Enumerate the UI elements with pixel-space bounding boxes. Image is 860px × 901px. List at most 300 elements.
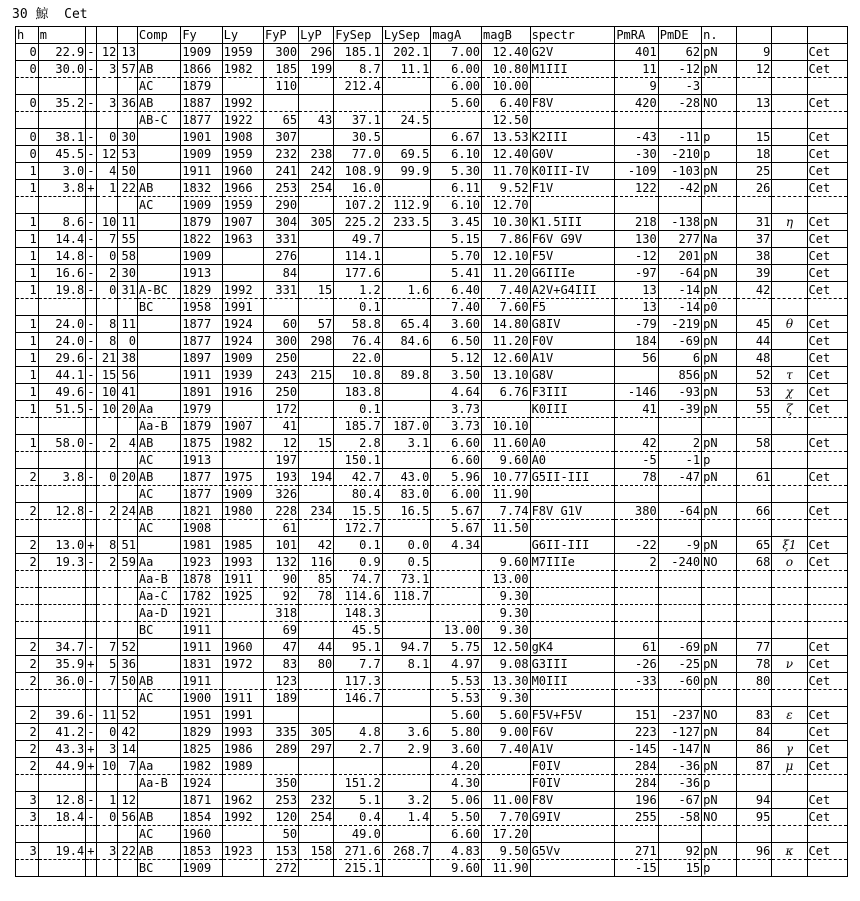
cell-spectr: G2V: [530, 44, 615, 61]
cell-pmde: [658, 588, 701, 605]
cell-dm: [118, 418, 138, 435]
cell-fyp: [263, 758, 298, 775]
cell-pmra: -79: [615, 316, 658, 333]
cell-cst: Cet: [807, 214, 848, 231]
cell-maga: 9.60: [431, 860, 482, 877]
cell-comp: [137, 146, 180, 163]
cell-magb: 10.10: [482, 418, 531, 435]
cell-magb: 9.00: [482, 724, 531, 741]
cell-fy: 1913: [181, 265, 222, 282]
cell-lyp: 57: [299, 316, 334, 333]
cell-fy: 1909: [181, 44, 222, 61]
cell-m: 12.8: [38, 503, 86, 520]
cell-maga: 6.67: [431, 129, 482, 146]
cell-ly: 1972: [222, 656, 263, 673]
cell-h: [16, 452, 39, 469]
cell-gk: [772, 622, 807, 639]
cell-dd: 3: [96, 95, 118, 112]
cell-dm: 41: [118, 384, 138, 401]
cell-m: [38, 690, 86, 707]
cell-num: [737, 860, 772, 877]
cell-n: [702, 520, 737, 537]
cell-maga: 5.60: [431, 95, 482, 112]
cell-pmde: [658, 418, 701, 435]
cell-spectr: A1V: [530, 741, 615, 758]
cell-dd: 7: [96, 231, 118, 248]
cell-fysep: 16.0: [334, 180, 383, 197]
cell-m: 51.5: [38, 401, 86, 418]
cell-spectr: F1V: [530, 180, 615, 197]
cell-n: pN: [702, 435, 737, 452]
cell-dm: 52: [118, 639, 138, 656]
cell-maga: 5.67: [431, 520, 482, 537]
cell-cst: Cet: [807, 537, 848, 554]
cell-pmra: 223: [615, 724, 658, 741]
cell-spectr: [530, 78, 615, 95]
cell-maga: 6.00: [431, 78, 482, 95]
cell-dd: 8: [96, 537, 118, 554]
cell-fysep: [334, 707, 383, 724]
table-row: [16, 146, 848, 163]
cell-magb: 9.52: [482, 180, 531, 197]
header-lysep: LySep: [382, 27, 431, 44]
cell-comp: AC: [137, 78, 180, 95]
cell-dm: [118, 112, 138, 129]
cell-maga: 5.60: [431, 707, 482, 724]
cell-comp: Aa-B: [137, 571, 180, 588]
cell-maga: 6.60: [431, 435, 482, 452]
cell-sg: +: [87, 843, 95, 858]
header-fy: Fy: [181, 27, 222, 44]
cell-maga: 3.60: [431, 741, 482, 758]
cell-cst: Cet: [807, 639, 848, 656]
cell-pmde: -25: [658, 656, 701, 673]
cell-sg: [86, 78, 96, 95]
cell-cst: Cet: [807, 180, 848, 197]
cell-pmde: -219: [658, 316, 701, 333]
cell-pmra: 13: [615, 299, 658, 316]
cell-dm: 22: [118, 180, 138, 197]
cell-pmra: -33: [615, 673, 658, 690]
cell-n: p: [702, 129, 737, 146]
cell-fy: 1831: [181, 656, 222, 673]
cell-fyp: 290: [263, 197, 298, 214]
cell-comp: [137, 248, 180, 265]
cell-lyp: [299, 826, 334, 843]
cell-magb: 12.10: [482, 248, 531, 265]
cell-gk: [772, 129, 807, 146]
table-row: [16, 435, 848, 452]
cell-gk: [772, 469, 807, 486]
cell-fy: 1901: [181, 129, 222, 146]
cell-magb: 14.80: [482, 316, 531, 333]
cell-lysep: 89.8: [382, 367, 431, 384]
cell-fysep: 183.8: [334, 384, 383, 401]
cell-spectr: K1.5III: [530, 214, 615, 231]
cell-dm: 24: [118, 503, 138, 520]
cell-pmde: [658, 486, 701, 503]
cell-fysep: 7.7: [334, 656, 383, 673]
cell-sg: +: [87, 758, 95, 773]
cell-num: 95: [737, 809, 772, 826]
cell-dd: 12: [96, 146, 118, 163]
cell-maga: [431, 605, 482, 622]
cell-ly: 1908: [222, 129, 263, 146]
cell-dd: 2: [96, 554, 118, 571]
cell-pmde: -14: [658, 299, 701, 316]
cell-pmra: [615, 826, 658, 843]
cell-lysep: 3.6: [382, 724, 431, 741]
cell-fyp: 243: [263, 367, 298, 384]
cell-lyp: 116: [299, 554, 334, 571]
cell-n: [702, 588, 737, 605]
cell-sg: -: [87, 214, 95, 229]
cell-dd: 5: [96, 656, 118, 673]
cell-h: 1: [16, 231, 39, 248]
cell-ly: [222, 78, 263, 95]
cell-fysep: 0.4: [334, 809, 383, 826]
cell-pmra: [615, 112, 658, 129]
cell-maga: 5.96: [431, 469, 482, 486]
cell-pmde: 201: [658, 248, 701, 265]
table-row: [16, 299, 848, 316]
cell-fysep: 58.8: [334, 316, 383, 333]
cell-maga: 5.06: [431, 792, 482, 809]
cell-m: 44.1: [38, 367, 86, 384]
cell-sg: [86, 520, 96, 537]
table-row: [16, 809, 848, 826]
table-row: [16, 622, 848, 639]
cell-pmra: [615, 520, 658, 537]
cell-fyp: 83: [263, 656, 298, 673]
cell-fy: 1897: [181, 350, 222, 367]
cell-cst: Cet: [807, 724, 848, 741]
cell-fyp: 132: [263, 554, 298, 571]
cell-maga: 4.64: [431, 384, 482, 401]
cell-lyp: [299, 486, 334, 503]
cell-fy: 1982: [181, 758, 222, 775]
cell-pmra: -30: [615, 146, 658, 163]
cell-magb: 7.86: [482, 231, 531, 248]
cell-comp: AB: [137, 469, 180, 486]
cell-m: [38, 775, 86, 792]
cell-comp: [137, 367, 180, 384]
cell-fyp: 185: [263, 61, 298, 78]
cell-num: 65: [737, 537, 772, 554]
cell-h: 0: [16, 95, 39, 112]
cell-cst: [807, 520, 848, 537]
cell-ly: [222, 622, 263, 639]
cell-pmde: [658, 197, 701, 214]
cell-comp: AC: [137, 197, 180, 214]
cell-pmde: 856: [658, 367, 701, 384]
cell-fy: 1913: [181, 452, 222, 469]
cell-fy: 1825: [181, 741, 222, 758]
cell-ly: 1993: [222, 724, 263, 741]
cell-m: [38, 826, 86, 843]
cell-m: 35.9: [38, 656, 86, 673]
cell-lyp: 215: [299, 367, 334, 384]
cell-n: [702, 622, 737, 639]
cell-comp: [137, 163, 180, 180]
cell-comp: AC: [137, 690, 180, 707]
cell-h: [16, 826, 39, 843]
cell-comp: [137, 333, 180, 350]
cell-pmra: 122: [615, 180, 658, 197]
cell-fysep: 107.2: [334, 197, 383, 214]
cell-sg: -: [87, 333, 95, 348]
cell-pmra: -146: [615, 384, 658, 401]
cell-lysep: 94.7: [382, 639, 431, 656]
cell-lyp: [299, 520, 334, 537]
cell-maga: 5.70: [431, 248, 482, 265]
cell-lyp: 199: [299, 61, 334, 78]
cell-fyp: 84: [263, 265, 298, 282]
cell-gk: [772, 503, 807, 520]
cell-pmra: [615, 367, 658, 384]
cell-h: 1: [16, 163, 39, 180]
cell-m: 3.8: [38, 180, 86, 197]
cell-pmra: -43: [615, 129, 658, 146]
cell-dd: 8: [96, 333, 118, 350]
cell-magb: 12.50: [482, 112, 531, 129]
cell-fysep: 95.1: [334, 639, 383, 656]
cell-n: [702, 197, 737, 214]
cell-m: 43.3: [38, 741, 86, 758]
cell-lysep: 233.5: [382, 214, 431, 231]
cell-fy: 1923: [181, 554, 222, 571]
cell-cst: Cet: [807, 435, 848, 452]
cell-ly: 1959: [222, 44, 263, 61]
cell-num: [737, 197, 772, 214]
cell-pmde: [658, 520, 701, 537]
table-row: [16, 282, 848, 299]
cell-ly: [222, 248, 263, 265]
table-row: [16, 401, 848, 418]
cell-dm: [118, 452, 138, 469]
cell-gk: [772, 826, 807, 843]
cell-gk: [772, 418, 807, 435]
cell-lyp: 305: [299, 724, 334, 741]
cell-ly: 1982: [222, 61, 263, 78]
cell-m: 29.6: [38, 350, 86, 367]
cell-n: [702, 486, 737, 503]
cell-sg: -: [87, 809, 95, 824]
cell-lyp: 85: [299, 571, 334, 588]
cell-num: 83: [737, 707, 772, 724]
cell-fysep: 215.1: [334, 860, 383, 877]
cell-num: [737, 571, 772, 588]
cell-pmde: -42: [658, 180, 701, 197]
cell-comp: [137, 707, 180, 724]
cell-dm: 58: [118, 248, 138, 265]
cell-pmra: [615, 486, 658, 503]
cell-sg: -: [87, 163, 95, 178]
cell-h: 1: [16, 401, 39, 418]
cell-spectr: G8IV: [530, 316, 615, 333]
cell-maga: 6.50: [431, 333, 482, 350]
table-row: [16, 418, 848, 435]
cell-fysep: 148.3: [334, 605, 383, 622]
cell-n: [702, 112, 737, 129]
cell-dm: 11: [118, 214, 138, 231]
cell-sg: -: [87, 265, 95, 280]
cell-fysep: [334, 758, 383, 775]
cell-lyp: 15: [299, 435, 334, 452]
cell-gk: γ: [772, 741, 807, 758]
cell-h: 1: [16, 282, 39, 299]
cell-n: pN: [702, 401, 737, 418]
cell-dm: 13: [118, 44, 138, 61]
cell-pmde: -1: [658, 452, 701, 469]
cell-dm: 36: [118, 656, 138, 673]
cell-fy: 1879: [181, 78, 222, 95]
cell-cst: [807, 486, 848, 503]
cell-pmde: -60: [658, 673, 701, 690]
cell-fysep: 2.8: [334, 435, 383, 452]
cell-gk: ζ: [772, 401, 807, 418]
cell-fy: 1875: [181, 435, 222, 452]
cell-fy: 1866: [181, 61, 222, 78]
cell-lysep: [382, 707, 431, 724]
cell-num: 78: [737, 656, 772, 673]
cell-cst: [807, 588, 848, 605]
cell-sg: [86, 197, 96, 214]
cell-spectr: F3III: [530, 384, 615, 401]
cell-fysep: 74.7: [334, 571, 383, 588]
cell-num: 38: [737, 248, 772, 265]
cell-lyp: [299, 95, 334, 112]
cell-fyp: 61: [263, 520, 298, 537]
cell-n: NO: [702, 554, 737, 571]
cell-fyp: 197: [263, 452, 298, 469]
cell-sg: [86, 775, 96, 792]
cell-dd: [96, 605, 118, 622]
cell-maga: 5.50: [431, 809, 482, 826]
cell-sg: [86, 112, 96, 129]
cell-num: [737, 690, 772, 707]
cell-spectr: F5V: [530, 248, 615, 265]
cell-spectr: F8V: [530, 792, 615, 809]
cell-fyp: 300: [263, 44, 298, 61]
cell-dd: [96, 826, 118, 843]
header-spectr: spectr: [530, 27, 615, 44]
cell-dm: [118, 826, 138, 843]
cell-pmra: [615, 197, 658, 214]
cell-ly: 1925: [222, 588, 263, 605]
cell-spectr: F6V: [530, 724, 615, 741]
cell-magb: 12.40: [482, 146, 531, 163]
cell-fy: 1909: [181, 248, 222, 265]
cell-n: pN: [702, 248, 737, 265]
cell-lyp: [299, 384, 334, 401]
cell-lysep: 24.5: [382, 112, 431, 129]
cell-dd: 3: [96, 61, 118, 78]
table-body: [16, 44, 848, 877]
cell-n: N: [702, 741, 737, 758]
cell-gk: μ: [772, 758, 807, 775]
cell-lysep: 0.0: [382, 537, 431, 554]
cell-lyp: [299, 129, 334, 146]
header-m: m: [38, 27, 86, 44]
cell-magb: 9.60: [482, 554, 531, 571]
cell-lysep: [382, 78, 431, 95]
table-row: [16, 367, 848, 384]
cell-magb: 9.30: [482, 605, 531, 622]
cell-fy: 1829: [181, 724, 222, 741]
cell-dd: 12: [96, 44, 118, 61]
cell-ly: 1924: [222, 333, 263, 350]
cell-fysep: 185.7: [334, 418, 383, 435]
cell-pmra: [615, 622, 658, 639]
cell-sg: [86, 588, 96, 605]
cell-ly: 1909: [222, 350, 263, 367]
cell-comp: [137, 384, 180, 401]
cell-fyp: 189: [263, 690, 298, 707]
cell-dd: 7: [96, 639, 118, 656]
cell-fyp: 232: [263, 146, 298, 163]
cell-h: [16, 486, 39, 503]
cell-n: pN: [702, 316, 737, 333]
cell-ly: 1960: [222, 163, 263, 180]
cell-gk: [772, 299, 807, 316]
cell-num: 12: [737, 61, 772, 78]
cell-magb: 17.20: [482, 826, 531, 843]
cell-cst: Cet: [807, 367, 848, 384]
cell-dm: 56: [118, 367, 138, 384]
cell-dm: 57: [118, 61, 138, 78]
cell-spectr: G3III: [530, 656, 615, 673]
cell-fysep: 212.4: [334, 78, 383, 95]
table-row: [16, 639, 848, 656]
table-row: [16, 44, 848, 61]
cell-magb: 11.20: [482, 333, 531, 350]
cell-fy: 1877: [181, 333, 222, 350]
cell-spectr: A2V+G4III: [530, 282, 615, 299]
cell-pmra: 284: [615, 775, 658, 792]
cell-fy: 1854: [181, 809, 222, 826]
cell-fysep: 80.4: [334, 486, 383, 503]
cell-comp: A-BC: [137, 282, 180, 299]
cell-sg: -: [87, 44, 95, 59]
cell-num: 31: [737, 214, 772, 231]
cell-cst: Cet: [807, 401, 848, 418]
cell-fysep: 172.7: [334, 520, 383, 537]
cell-dd: 0: [96, 129, 118, 146]
cell-ly: 1959: [222, 146, 263, 163]
cell-gk: [772, 809, 807, 826]
cell-fysep: 4.8: [334, 724, 383, 741]
cell-spectr: F8V G1V: [530, 503, 615, 520]
cell-ly: [222, 673, 263, 690]
cell-pmde: 62: [658, 44, 701, 61]
cell-n: p: [702, 860, 737, 877]
cell-h: 2: [16, 503, 39, 520]
cell-fyp: 335: [263, 724, 298, 741]
cell-spectr: F0V: [530, 333, 615, 350]
cell-gk: [772, 231, 807, 248]
cell-dd: 21: [96, 350, 118, 367]
cell-dd: [96, 78, 118, 95]
cell-pmra: -26: [615, 656, 658, 673]
cell-cst: Cet: [807, 656, 848, 673]
cell-fy: 1877: [181, 486, 222, 503]
cell-lysep: 65.4: [382, 316, 431, 333]
cell-ly: 1907: [222, 214, 263, 231]
cell-sg: -: [87, 384, 95, 399]
cell-magb: 11.70: [482, 163, 531, 180]
cell-n: pN: [702, 282, 737, 299]
